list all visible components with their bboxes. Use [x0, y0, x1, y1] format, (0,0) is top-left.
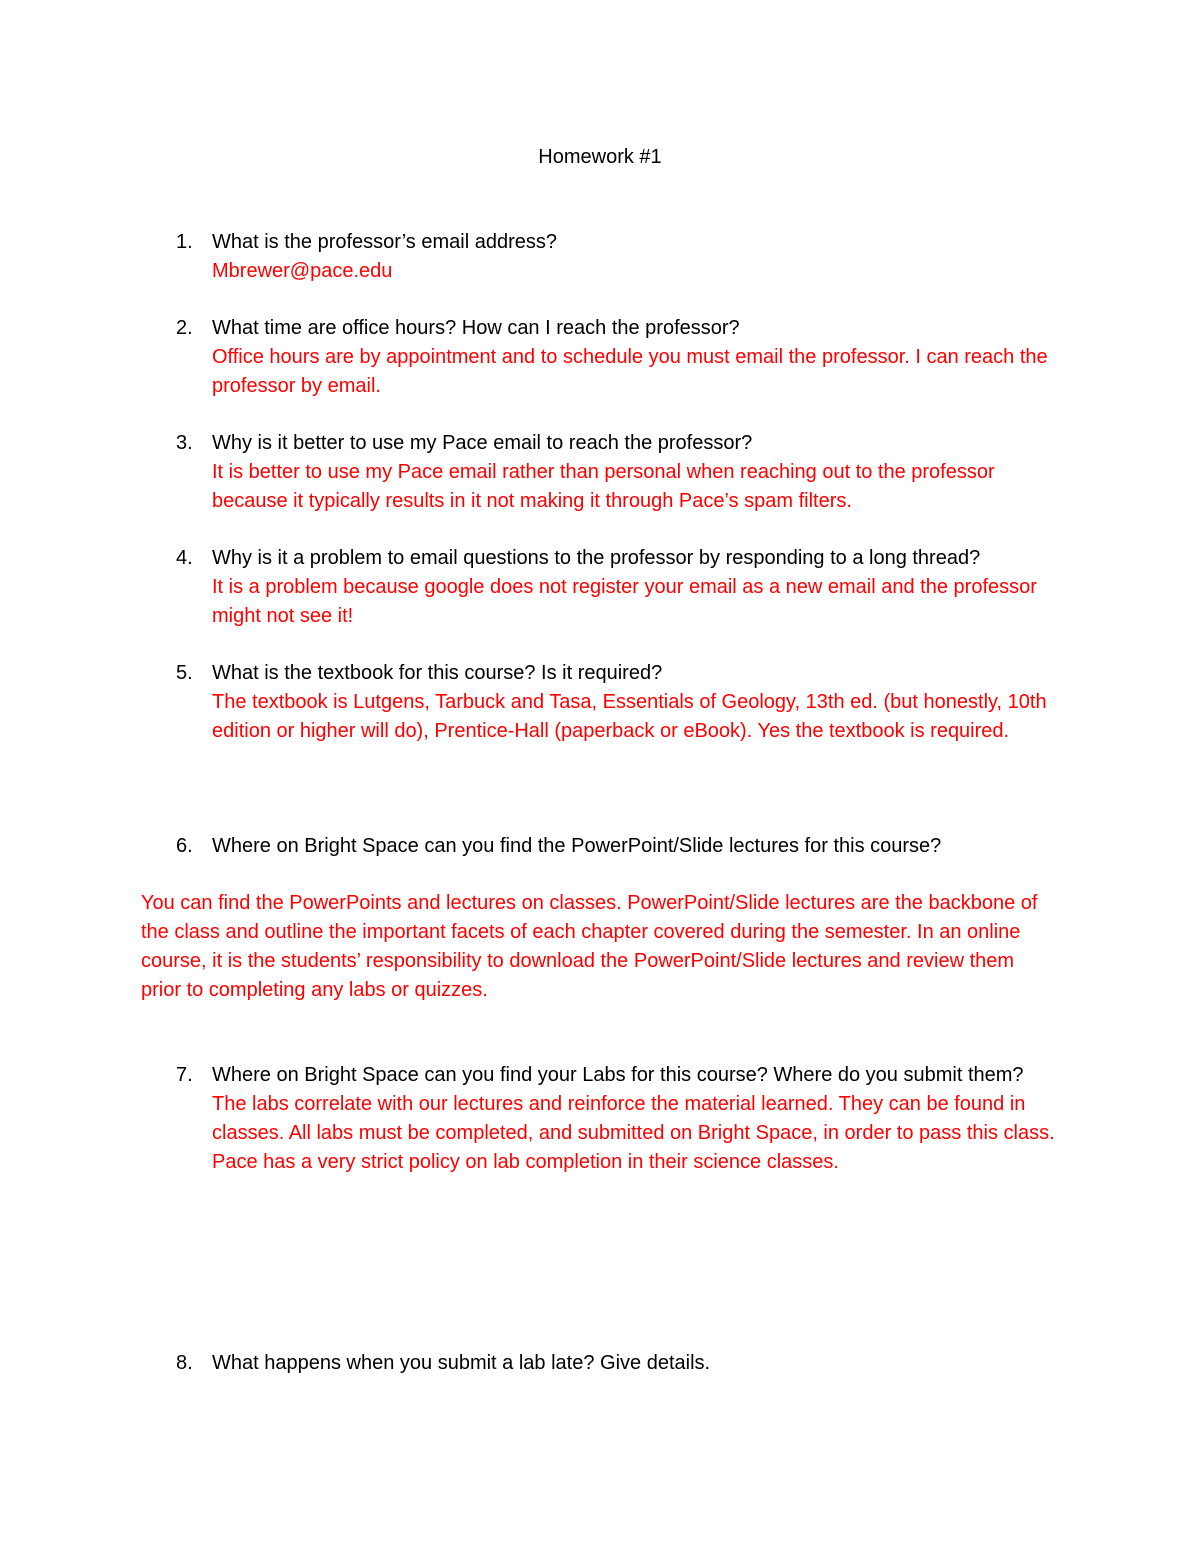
- question-text: Why is it better to use my Pace email to reach the professor?: [212, 432, 753, 454]
- answer-text: The textbook is Lutgens, Tarbuck and Tasa, Essentials of Geology, 13th ed. (but honestly, 10th edition or higher will do), Prentice-Hall (paperback or eBook). Yes the textbook is required.: [212, 691, 1047, 742]
- question-text: What time are office hours? How can I reach the professor?: [212, 317, 740, 339]
- question-text: Where on Bright Space can you find your Labs for this course? Where do you submit them?: [212, 1064, 1024, 1086]
- question-number: 5.: [176, 662, 193, 684]
- question-number: 3.: [176, 432, 193, 454]
- question-text: Why is it a problem to email questions to the professor by responding to a long thread?: [212, 547, 981, 569]
- question-text: What happens when you submit a lab late? Give details.: [212, 1352, 711, 1374]
- question-text: What is the textbook for this course? Is it required?: [212, 662, 663, 684]
- document-title: Homework #1: [538, 146, 662, 168]
- answer-text: The labs correlate with our lectures and reinforce the material learned. They can be found in classes. All labs must be completed, and submitted on Bright Space, in order to pass this class. Pace has a very strict policy on lab completion in their science classes.: [212, 1093, 1055, 1173]
- answer-text: Mbrewer@pace.edu: [212, 260, 393, 282]
- question-number: 7.: [176, 1064, 193, 1086]
- question-number: 1.: [176, 231, 193, 253]
- question-text: Where on Bright Space can you find the PowerPoint/Slide lectures for this course?: [212, 835, 942, 857]
- answer-text: Office hours are by appointment and to schedule you must email the professor. I can reach the professor by email.: [212, 346, 1048, 397]
- answer-text-6: You can find the PowerPoints and lectures on classes. PowerPoint/Slide lectures are the backbone of the class and outline the important facets of each chapter covered during the semester. In an online course, it is the students’ responsibility to download the PowerPoint/Slide lectures and review them prior to completing any labs or quizzes.: [141, 892, 1038, 1001]
- question-number: 2.: [176, 317, 193, 339]
- answer-text: It is better to use my Pace email rather than personal when reaching out to the professor because it typically results in it not making it through Pace’s spam filters.: [212, 461, 995, 512]
- question-text: What is the professor’s email address?: [212, 231, 557, 253]
- question-number: 8.: [176, 1352, 193, 1374]
- question-number: 6.: [176, 835, 193, 857]
- question-number: 4.: [176, 547, 193, 569]
- answer-text: It is a problem because google does not register your email as a new email and the professor might not see it!: [212, 576, 1037, 627]
